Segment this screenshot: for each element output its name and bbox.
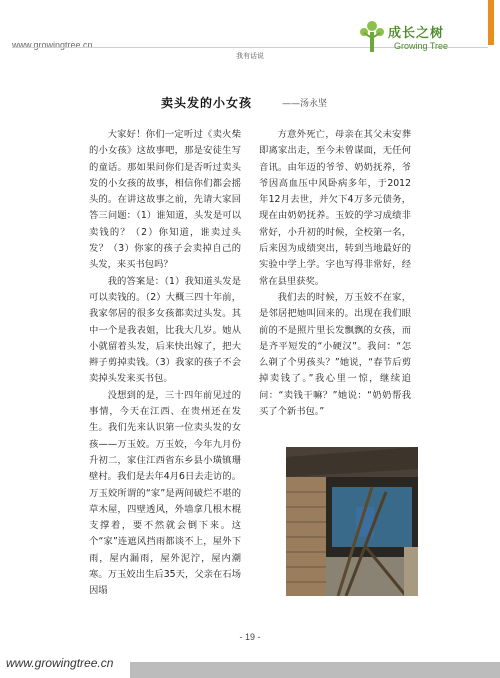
paragraph: 我的答案是：（1）我知道头发是可以卖钱的。（2）大概三四十年前，我家邻居的很多女孩都卖过头发。其中一个是我表姐，比我大几岁。她从小就留着头发，后来快出嫁了，把大辫子剪掉卖钱。（3）我家的孩子不会卖掉头发来买书包。 xyxy=(89,275,241,385)
paragraph: 方意外死亡，母亲在其父未安葬即离家出走，至今未曾谋面，无任何音讯。由年迈的爷爷、奶奶抚养，爷爷因高血压中风卧病多年，于2012年12月去世，并欠下4万多元债务，现在由奶奶抚养。玉姣的学习成绩非常好，小升初的时候，全校第一名，后来因为成绩突出，转到当地最好的实验中学上学。字也写得非常好，经常在县里获奖。 xyxy=(259,129,411,287)
house-photo xyxy=(286,447,418,596)
footer-url: www.growingtree.cn xyxy=(6,656,114,670)
header-url: www.growingtree.cn xyxy=(12,40,93,50)
paragraph: 大家好！你们一定听过《卖火柴的小女孩》这故事吧，那是安徒生写的童话。那如果问你们是否听过卖头发的小女孩的故事，相信你们都会摇头的。在讲这故事之前，先请大家回答三问题：（1）谁知道，头发是可以卖钱的？（2）你知道，谁卖过头发？（3）你家的孩子会卖掉自己的头发，来买书包吗？ xyxy=(89,129,241,271)
page-number: - 19 - xyxy=(239,632,261,642)
article-title: 卖头发的小女孩 xyxy=(161,96,253,110)
right-column xyxy=(259,127,411,420)
growing-tree-logo xyxy=(358,18,463,58)
logo-text-cn: 成长之树 xyxy=(388,26,445,41)
house-photo-drawing xyxy=(286,447,418,596)
article-author: ——汤永坚 xyxy=(282,99,328,109)
section-title: 我有话说 xyxy=(236,52,264,60)
orange-accent-bar xyxy=(488,0,494,45)
logo-text-en: Growing Tree xyxy=(394,41,449,51)
left-column xyxy=(89,127,241,600)
footer-bar xyxy=(130,662,500,678)
paragraph: 没想到的是，三十四年前见过的事情，今天在江西、在贵州还在发生。我们先来认识第一位卖头发的女孩——万玉姣。万玉姣，今年九月份升初二，家住江西省东乡县小璜镇珊壁村。我们是去年4月6日去走访的。万玉姣所谓的“家”是两间破烂不堪的草木屋，四壁透风，外墙拿几根木棍支撑着，要不然就会倒下来。这个“家”连遮风挡雨都谈不上，屋外下雨，屋内漏雨，屋外泥泞，屋内潮寒。万玉姣出生后35天，父亲在石场因塌 xyxy=(89,389,241,597)
paragraph: 我们去的时候，万玉姣不在家，是邻居把她叫回来的。出现在我们眼前的不是照片里长发飘飘的女孩，而是齐平短发的“小硬汉”。我问：“怎么剃了个男孩头？”她说，“春节后剪掉卖钱了。”我心里一惊，继续追问：“卖钱干嘛？”她说：“奶奶帮我买了个新书包。” xyxy=(259,291,411,418)
tree-icon xyxy=(358,18,386,54)
